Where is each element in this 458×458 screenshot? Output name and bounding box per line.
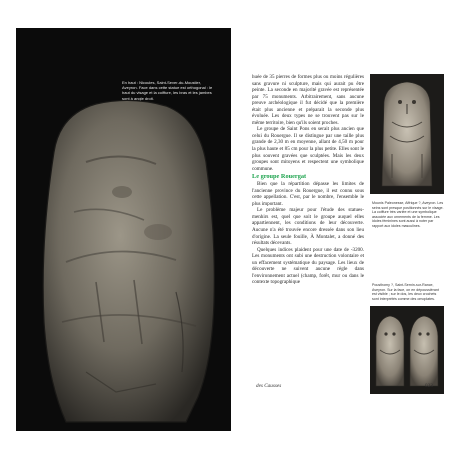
photo-caption-left: En haut : Nicoules, Saint-Sever-du-Moustier, Aveyron. Face dans cette statue est orthogonal : le haut du visage et la coiffure, les bras et les jambes sont à angle droit. [122,80,213,101]
paragraph: Quelques indices plaident pour une date de -3200. Les monuments ont subi une destruction volontaire et un effacement systématique du paysage. Les lieux de découverte ne suivent aucune règle dans l'environnement actuel (champ, forêt, mur ou dans le contexte topographique [252,246,364,286]
paragraph: huée de 35 pierres de formes plus ou moins régulières sans gravure ni sculpture, mais qui aurait pu être peinte. La seconde en majorité gravée est représentée par 75 monuments. Arbitrairement, sans aucune preuve archéologique il fut décidé que la première était plus ancienne et préparait la seconde plus évoluée. Les deux types ne se trouvent pas sur le même territoire, bien qu'ils soient proches. [252,74,364,126]
statue-menhir-photo [26,92,222,424]
section-heading: Le groupe Rouergat [252,173,307,181]
statue-photo-bottom [370,306,444,394]
page-number: 023 [425,383,433,389]
paragraph: Le problème majeur pour l'étude des statues-menhirs est, quel que soit le groupe auquel elles appartiennent, les conditions de leur découverte. Aucune n'a été trouvée encore dressée dans son lieu d'origine. La seule fouille, À Montalet, a donné des résultats décevants. [252,207,364,247]
photo-caption: Mounis Paleonesse, Affrique ?, Aveyron. Les seins sont presque positionnés sur le visage. La coiffure très variée et une symbolique associée aux ornements de la femme. Les idoles féminines sont aussi à noter par rapport aux idoles masculines. [372,201,444,228]
statue-photo-top [370,74,444,194]
paragraph: Le groupe de Saint Pons en serait plus ancien que celui du Rouergue. Il se distingue par une taille plus grande de 2,30 m en moyenne, allant de 4,50 m pour la plus haute et 85 cm pour la plus petite. Elles sont le plus souvent gravées que sculptées. Mais les deux groupes sont mitoyens et respectent une symbolique commune. [252,126,364,172]
body-text-column [252,74,364,286]
right-page [238,28,448,431]
left-page-photo [16,28,231,431]
paragraph: Bien que la répartition dépasse les limites de l'ancienne province du Rouergue, il est connu sous cette appellation. C'est, par le nombre, l'ensemble le plus important. [252,181,364,207]
photo-caption: Pousthomy ?, Saint-Sernin-sur-Rance, Aveyron. Sur la face, on en dépoussiérant est visible ; sur le dos, les deux crochets sont interprétés comme des omoplates. [372,283,439,301]
running-footer-title: des Causses [256,383,282,389]
